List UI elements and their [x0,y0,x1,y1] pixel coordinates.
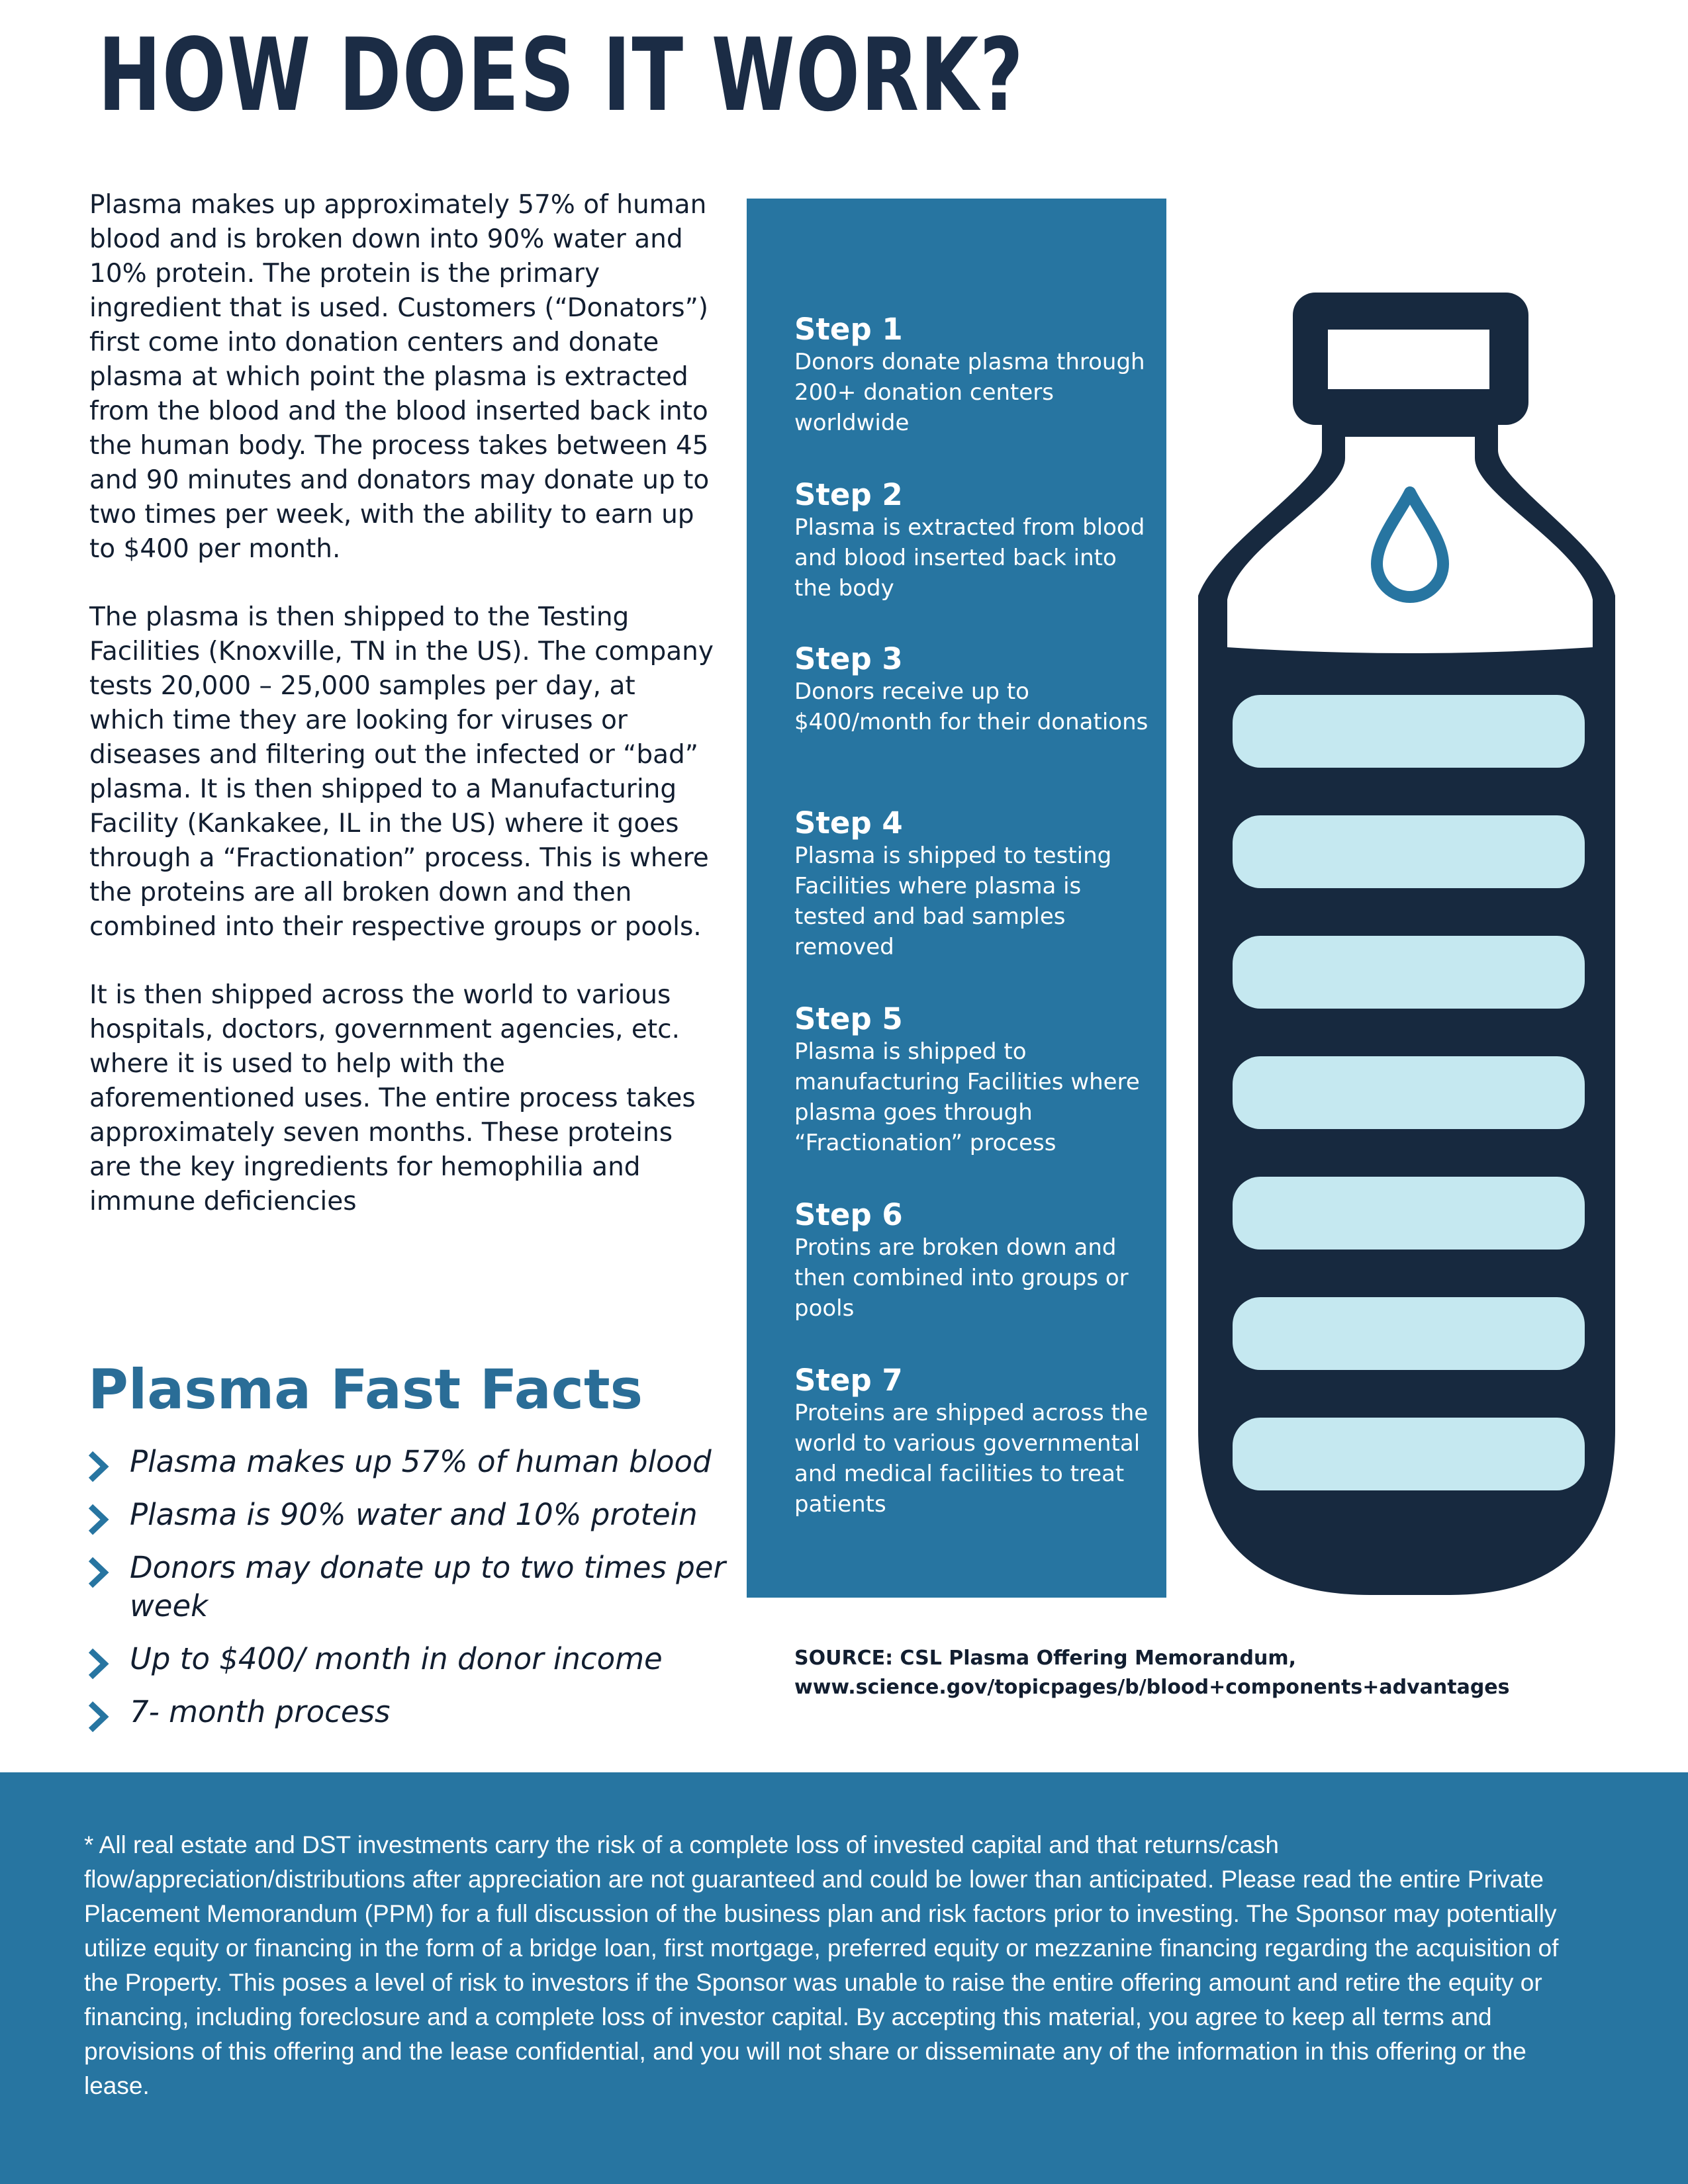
source-line: SOURCE: CSL Plasma Offering Memorandum, [794,1647,1297,1670]
fast-fact-item [86,1549,748,1625]
chevron-right-icon [86,1701,110,1733]
step-title: Step 7 [794,1363,903,1398]
steps-panel [747,199,1166,1598]
step-text: Donors donate plasma through 200+ donation centers worldwide [794,349,1145,436]
fast-fact-item [86,1693,748,1731]
fast-fact-item [86,1496,748,1534]
body-text [89,188,715,1253]
chevron-right-icon [86,1451,110,1482]
step-text: Plasma is shipped to testing Facilities where plasma is tested and bad samples removed [794,842,1112,960]
fast-fact-text: 7- month process [130,1694,391,1729]
step-title: Step 1 [794,312,903,347]
fast-fact-text: Up to $400/ month in donor income [130,1641,663,1676]
step-2 [794,478,1152,604]
step-title: Step 5 [794,1001,903,1036]
source-citation [794,1644,1510,1702]
fast-fact-item [86,1640,748,1678]
step-7 [794,1363,1152,1520]
source-url: www.science.gov/topicpages/b/blood+components+advantages [794,1676,1510,1699]
body-paragraph: The plasma is then shipped to the Testing Facilities (Knoxville, TN in the US). The company tests 20,000 – 25,000 samples per day, at which time they are looking for viruses or diseases and filtering out the infected or “bad” plasma. It is then shipped to a Manufacturing Facility (Kankakee, IL in the US) where it goes through a “Fractionation” process. This is where the proteins are all broken down and then combined into their respective groups or pools. [89,602,714,942]
fast-fact-text: Plasma makes up 57% of human blood [130,1444,712,1479]
step-5 [794,1002,1152,1158]
step-title: Step 6 [794,1197,903,1232]
step-title: Step 3 [794,641,903,676]
step-title: Step 4 [794,805,903,841]
page-title: HOW DOES IT WORK? [98,17,1025,134]
step-text: Plasma is extracted from blood and blood inserted back into the body [794,514,1145,602]
step-6 [794,1198,1152,1324]
fast-fact-text: Plasma is 90% water and 10% protein [130,1497,698,1532]
step-text: Plasma is shipped to manufacturing Facilities where plasma goes through “Fractionation” process [794,1038,1140,1156]
step-4 [794,806,1152,962]
step-1 [794,312,1152,438]
step-3 [794,642,1152,737]
fast-facts-list [86,1443,748,1746]
disclaimer-footer [0,1772,1688,2184]
step-title: Step 2 [794,477,903,512]
water-bottle-icon [1192,285,1628,1602]
step-text: Donors receive up to $400/month for their donations [794,678,1149,735]
chevron-right-icon [86,1648,110,1680]
step-text: Protins are broken down and then combined into groups or pools [794,1234,1129,1322]
step-text: Proteins are shipped across the world to various governmental and medical facilities to treat patients [794,1400,1149,1518]
fast-facts-heading: Plasma Fast Facts [88,1357,643,1422]
fast-fact-item [86,1443,748,1481]
body-paragraph: Plasma makes up approximately 57% of human blood and is broken down into 90% water and 10% protein. The protein is the primary ingredient that is used. Customers (“Donators”) first come into donation centers and donate plasma at which point the plasma is extracted from the blood and the blood inserted back into the human body. The process takes between 45 and 90 minutes and donators may donate up to two times per week, with the ability to earn up to $400 per month. [89,190,710,564]
fast-fact-text: Donors may donate up to two times per week [130,1550,726,1623]
chevron-right-icon [86,1557,110,1588]
body-paragraph: It is then shipped across the world to various hospitals, doctors, government agencies, etc. where it is used to help with the aforementioned uses. The entire process takes approximately seven months. These proteins are the key ingredients for hemophilia and immune deficiencies [89,980,696,1216]
chevron-right-icon [86,1504,110,1535]
disclaimer-text: * All real estate and DST investments carry the risk of a complete loss of invested capital and that returns/cash flow/appreciation/distributions after appreciation are not guaranteed and could be lower than anticipated. Please read the entire Private Placement Memorandum (PPM) for a full discussion of the business plan and risk factors prior to investing. The Sponsor may potentially utilize equity or financing in the form of a bridge loan, first mortgage, preferred equity or mezzanine financing regarding the acquisition of the Property. This poses a level of risk to investors if the Sponsor was unable to raise the entire offering amount and retire the equity or financing, including foreclosure and a complete loss of investor capital. By accepting this material, you agree to keep all terms and provisions of this offering and the lease confidential, and you will not share or disseminate any of the information in this offering or the lease. [84,1831,1559,2099]
